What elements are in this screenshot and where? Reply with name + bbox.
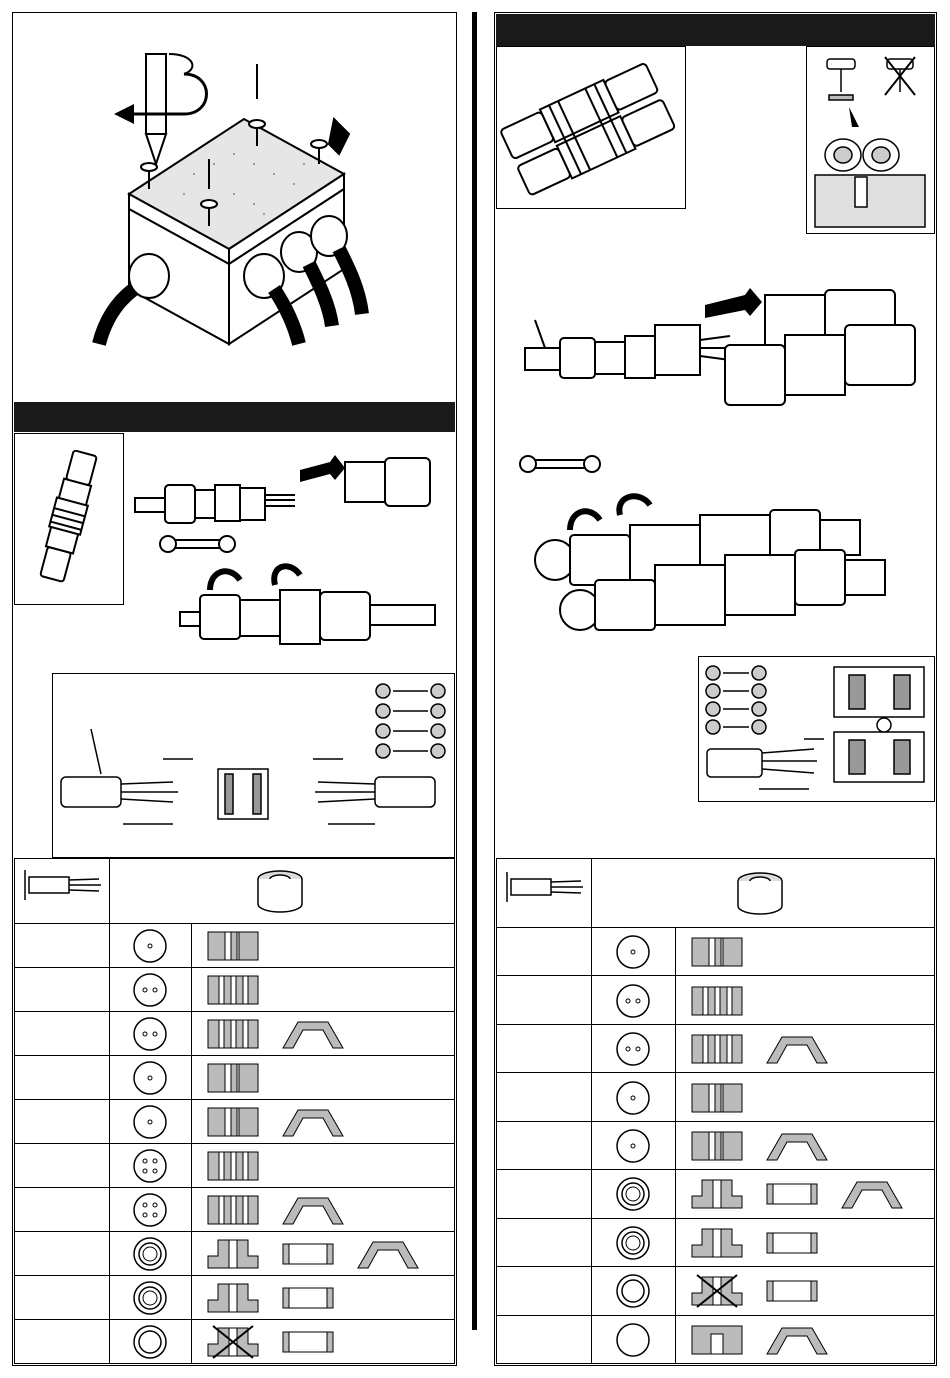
seal-cone-diagram <box>278 1192 348 1228</box>
seal-hole-diagram <box>613 1320 653 1360</box>
seal-cone-wide-diagram <box>762 1322 832 1358</box>
seal-split-diagram <box>203 928 263 964</box>
seal-hole-diagram <box>613 1078 653 1118</box>
screw-mounting-box <box>806 46 935 234</box>
right-wiring-detail-box <box>698 656 935 802</box>
seal-split3-diagram <box>687 1031 747 1067</box>
seal-table-row <box>497 1218 934 1267</box>
left-seal-table <box>14 858 455 1364</box>
seal-hole-diagram <box>613 1126 653 1166</box>
seal-hole-diagram <box>613 981 653 1021</box>
left-wiring-detail-box <box>52 673 455 858</box>
screwdriver-icon <box>114 54 207 164</box>
seal-hole-diagram <box>130 1102 170 1142</box>
wrench-icon <box>160 536 235 552</box>
seal-cone-diagram <box>762 1031 832 1067</box>
seal-hole-diagram <box>130 1014 170 1054</box>
seal-table-row <box>497 1266 934 1315</box>
inline-connector-preview <box>14 433 124 605</box>
seal-sleeve-diagram <box>762 1273 822 1309</box>
seal-stepped-diagram <box>687 1176 747 1212</box>
seal-sleeve-diagram <box>278 1324 338 1360</box>
seal-stepped-diagram <box>203 1280 263 1316</box>
seal-slot-diagram <box>687 1322 747 1358</box>
seal-table-row <box>15 1011 454 1056</box>
seal-cone-diagram <box>837 1176 907 1212</box>
seal-split-diagram <box>203 1060 263 1096</box>
wrench-icon-right <box>520 456 600 472</box>
right-section-header-bar <box>496 14 935 46</box>
seal-hole-diagram <box>613 1029 653 1069</box>
seal-hole-diagram <box>130 970 170 1010</box>
seal-hole-diagram <box>130 1234 170 1274</box>
seal-table-row <box>15 1319 454 1364</box>
seal-stepped-diagram <box>687 1225 747 1261</box>
seal-split3-diagram <box>203 972 263 1008</box>
grommet-icon-right <box>735 871 785 916</box>
seal-hole-diagram <box>130 1278 170 1318</box>
seal-table-row <box>15 967 454 1012</box>
grommet-icon <box>255 869 305 914</box>
seal-table-row <box>15 1143 454 1188</box>
seal-split-diagram <box>203 1104 263 1140</box>
seal-hole-diagram <box>613 1271 653 1311</box>
seal-hole-diagram <box>130 1322 170 1362</box>
seal-table-row <box>497 975 934 1024</box>
seal-cone-diagram <box>278 1104 348 1140</box>
seal-cone-diagram <box>278 1016 348 1052</box>
seal-stepped-crossed-diagram <box>203 1324 263 1360</box>
seal-split-diagram <box>687 1080 747 1116</box>
right-seal-table <box>496 858 935 1364</box>
right-assembly-illustration <box>500 270 930 650</box>
wire-strip-icon-right <box>501 867 589 907</box>
seal-table-row <box>497 1315 934 1364</box>
seal-split-diagram <box>687 934 747 970</box>
junction-box-illustration <box>14 14 455 400</box>
seal-split3-diagram <box>687 983 747 1019</box>
seal-stepped-diagram <box>203 1236 263 1272</box>
seal-cone-diagram <box>353 1236 423 1272</box>
seal-split3-diagram <box>203 1192 263 1228</box>
seal-table-row <box>15 1231 454 1276</box>
seal-split3-diagram <box>203 1016 263 1052</box>
column-divider <box>472 12 477 1330</box>
seal-table-row <box>15 1187 454 1232</box>
seal-table-row <box>497 927 934 976</box>
seal-split-diagram <box>687 1128 747 1164</box>
t-connector-preview <box>496 46 686 209</box>
seal-table-row <box>497 1121 934 1170</box>
seal-hole-diagram <box>130 926 170 966</box>
seal-cone-diagram <box>762 1128 832 1164</box>
seal-hole-diagram <box>130 1190 170 1230</box>
seal-table-row <box>15 1275 454 1320</box>
seal-hole-diagram <box>613 1174 653 1214</box>
seal-table-row <box>15 1055 454 1100</box>
seal-sleeve-diagram <box>762 1225 822 1261</box>
seal-table-row <box>15 1099 454 1144</box>
seal-hole-diagram <box>613 1223 653 1263</box>
seal-stepped-crossed-diagram <box>687 1273 747 1309</box>
left-assembly-illustration <box>130 440 450 665</box>
seal-hole-diagram <box>613 932 653 972</box>
seal-table-row <box>497 1072 934 1121</box>
seal-table-row <box>497 1024 934 1073</box>
wire-strip-icon <box>19 865 107 905</box>
seal-sleeve-diagram <box>278 1236 338 1272</box>
seal-split3-diagram <box>203 1148 263 1184</box>
seal-table-row <box>15 923 454 968</box>
seal-hole-diagram <box>130 1146 170 1186</box>
seal-sleeve-diagram <box>762 1176 822 1212</box>
left-section-header-bar <box>14 402 455 432</box>
seal-sleeve-diagram <box>278 1280 338 1316</box>
seal-table-row <box>497 1169 934 1218</box>
seal-hole-diagram <box>130 1058 170 1098</box>
